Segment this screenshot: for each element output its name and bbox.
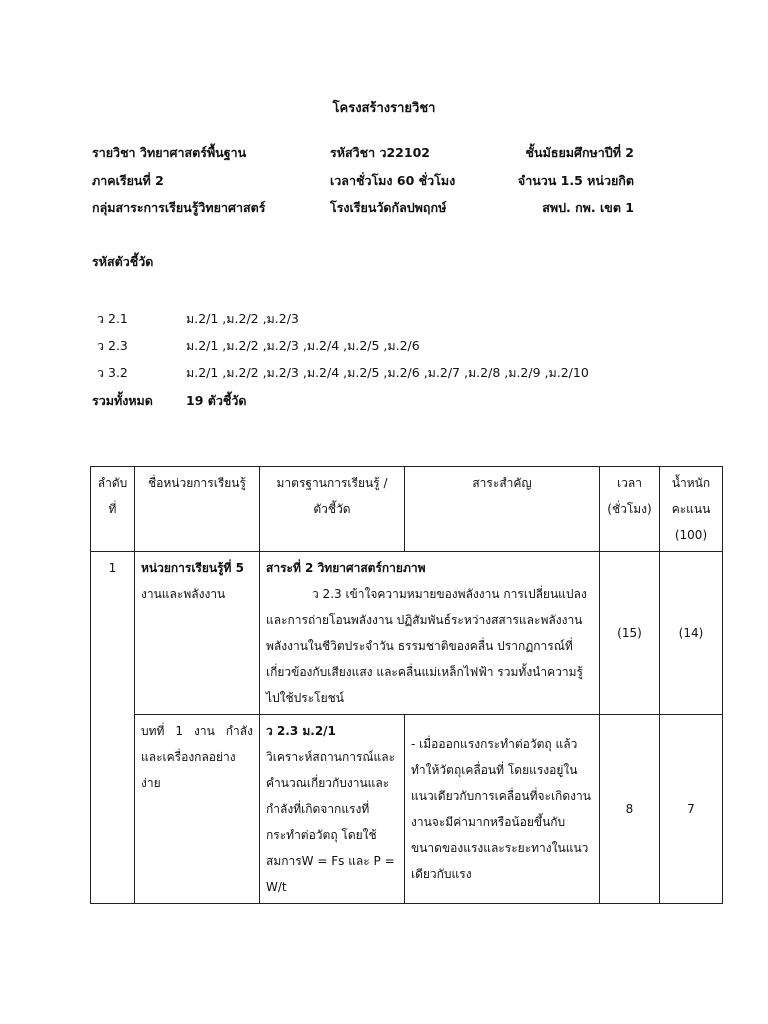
- document-title: โครงสร้างรายวิชา: [332, 101, 436, 116]
- header-standard: มาตรฐานการเรียนรู้ / ตัวชี้วัด: [260, 467, 405, 552]
- chapter-time: 8: [600, 715, 660, 904]
- header-time: เวลา (ชั่วโมง): [600, 467, 660, 552]
- essence-cell: - เมื่อออกแรงกระทำต่อวัตถุ แล้วทำให้วัตถุเคลื่อนที่ โดยแรงอยู่ในแนวเดียวกับการเคลื่อนที่จะเกิดงาน งานจะมีค่ามากหรือน้อยขึ้นกับขนาดของแรงและระยะทางในแนวเดียวกับแรง: [405, 715, 600, 904]
- unit-title: หน่วยการเรียนรู้ที่ 5: [141, 561, 244, 575]
- table-header-row: [91, 467, 723, 552]
- education-area: สพป. กพ. เขต 1: [542, 200, 634, 215]
- subject-code: รหัสวิชา ว22102: [330, 145, 430, 160]
- learning-area: กลุ่มสาระการเรียนรู้วิทยาศาสตร์: [92, 200, 266, 215]
- indicator-text: วิเคราะห์สถานการณ์และคำนวณเกี่ยวกับงานและกำลังที่เกิดจากแรงที่กระทำต่อวัตถุ โดยใช้สมการW = Fs และ P = W/t: [266, 750, 396, 894]
- header-essence: สาระสำคัญ: [405, 467, 600, 552]
- indicator-code: ว 2.3: [97, 338, 128, 353]
- indicators-total-label: รวมทั้งหมด: [92, 393, 153, 408]
- indicator-code: ว 2.3 ม.2/1: [266, 724, 336, 738]
- indicator-code: ว 2.1: [97, 311, 128, 326]
- indicators-total-value: 19 ตัวชี้วัด: [186, 393, 247, 408]
- chapter-cell: บทที่ 1 งาน กำลัง และเครื่องกลอย่างง่าย: [135, 715, 260, 904]
- indicator-cell: [260, 715, 405, 904]
- indicator-values: ม.2/1 ,ม.2/2 ,ม.2/3 ,ม.2/4 ,ม.2/5 ,ม.2/6 ,ม.2/7 ,ม.2/8 ,ม.2/9 ,ม.2/10: [186, 365, 589, 380]
- school-name: โรงเรียนวัดกัลปพฤกษ์: [330, 200, 447, 215]
- semester: ภาคเรียนที่ 2: [92, 173, 164, 188]
- header-unit: ชื่อหน่วยการเรียนรู้: [135, 467, 260, 552]
- table-row: [91, 715, 723, 904]
- strand-heading: สาระที่ 2 วิทยาศาสตร์กายภาพ: [266, 561, 426, 575]
- unit-cell: [135, 552, 260, 715]
- header-weight: น้ำหนัก คะแนน (100): [660, 467, 723, 552]
- study-hours: เวลาชั่วโมง 60 ชั่วโมง: [330, 173, 456, 188]
- unit-weight: (14): [660, 552, 723, 715]
- indicator-code: ว 3.2: [97, 365, 128, 380]
- unit-name: งานและพลังงาน: [141, 587, 226, 601]
- table-row: [91, 552, 723, 715]
- indicator-values: ม.2/1 ,ม.2/2 ,ม.2/3 ,ม.2/4 ,ม.2/5 ,ม.2/6: [186, 338, 420, 353]
- credits: จำนวน 1.5 หน่วยกิต: [517, 173, 634, 188]
- unit-time: (15): [600, 552, 660, 715]
- row-order: 1: [91, 552, 135, 904]
- header-order: ลำดับ ที่: [91, 467, 135, 552]
- strand-cell: [260, 552, 600, 715]
- indicators-heading: รหัสตัวชี้วัด: [92, 254, 154, 269]
- chapter-weight: 7: [660, 715, 723, 904]
- indicator-values: ม.2/1 ,ม.2/2 ,ม.2/3: [186, 311, 299, 326]
- grade-level: ชั้นมัธยมศึกษาปีที่ 2: [525, 145, 634, 160]
- curriculum-table: [90, 466, 723, 904]
- strand-text: ว 2.3 เข้าใจความหมายของพลังงาน การเปลี่ยนแปลงและการถ่ายโอนพลังงาน ปฏิสัมพันธ์ระหว่างสสารและพลังงาน พลังงานในชีวิตประจำวัน ธรรมชาติของคลื่น ปรากฏการณ์ที่เกี่ยวข้องกับเสียงแสง และคลื่นแม่เหล็กไฟฟ้า รวมทั้งนำความรู้ไปใช้ประโยชน์: [266, 587, 587, 705]
- subject-name: รายวิชา วิทยาศาสตร์พื้นฐาน: [92, 145, 247, 160]
